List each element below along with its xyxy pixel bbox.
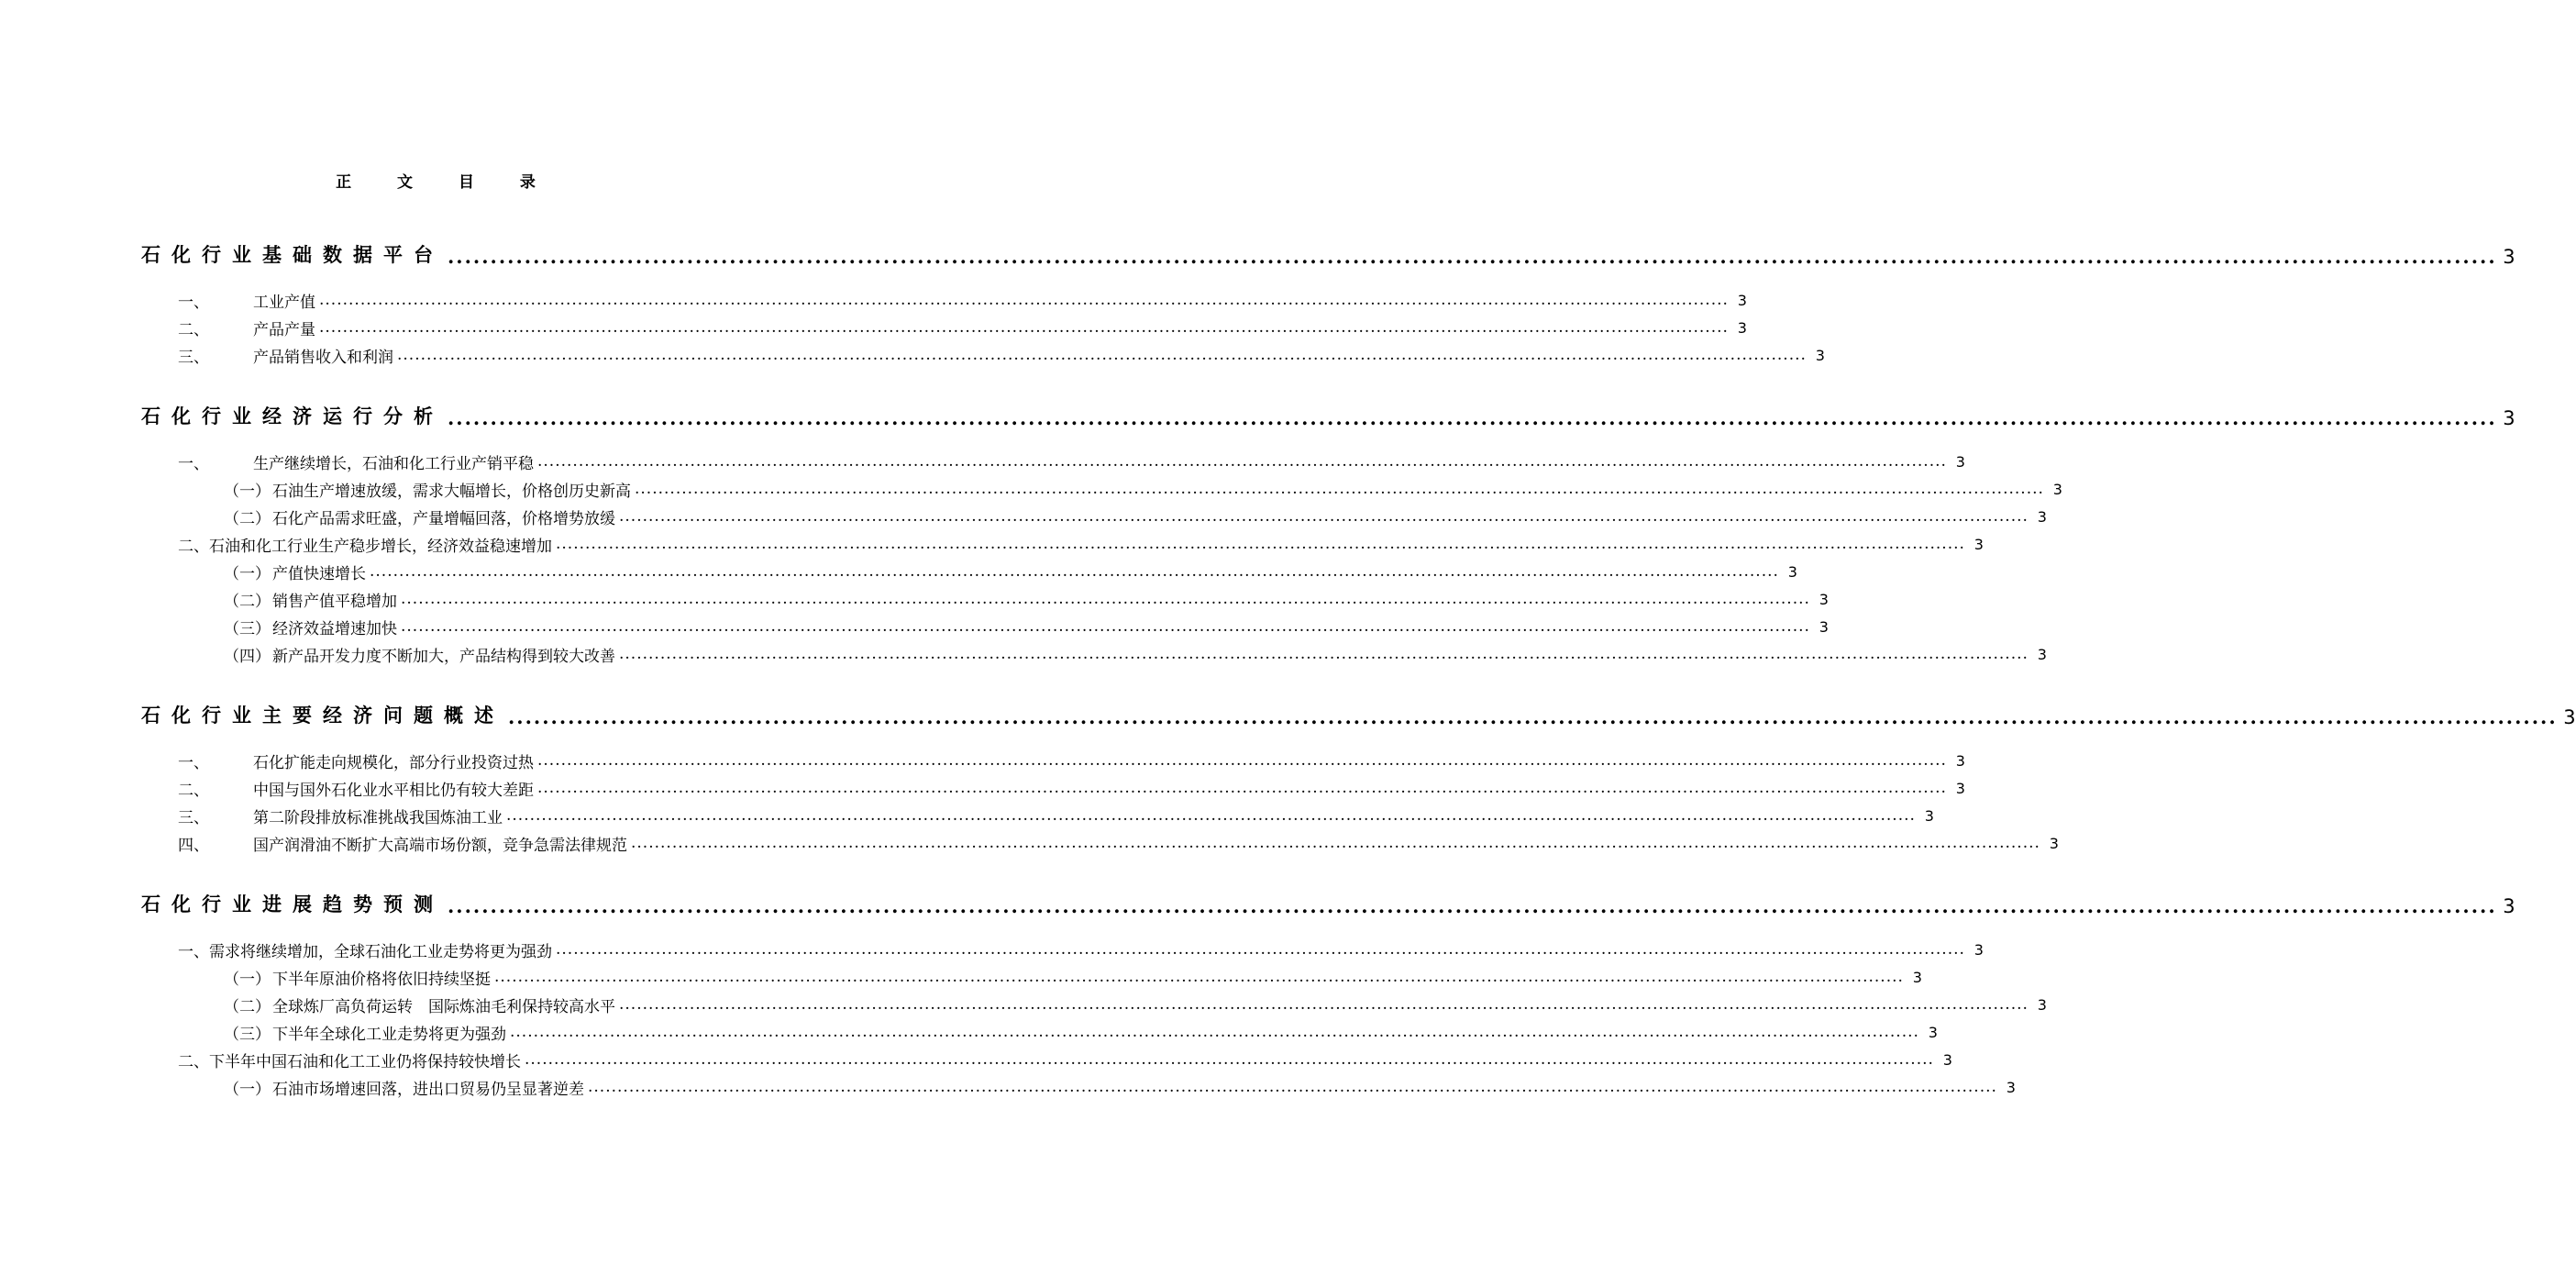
entry-number: 一、 — [178, 753, 209, 772]
dot-leader — [494, 968, 1904, 986]
section-heading: 石化行业经济运行分析 — [141, 405, 444, 427]
toc-entry[interactable] — [141, 286, 1747, 314]
entry-text: 第二阶段排放标准挑战我国炼油工业 — [253, 808, 503, 827]
toc-section — [141, 227, 2515, 369]
toc-entry[interactable] — [141, 613, 1829, 640]
entry-text: 产品产量 — [253, 320, 315, 339]
toc-entry[interactable] — [141, 747, 1965, 774]
entry-page-number: 3 — [1815, 346, 1825, 364]
section-heading-entry[interactable] — [141, 389, 2515, 429]
entry-page-number: 3 — [1787, 562, 1797, 581]
toc-entry[interactable] — [141, 1018, 1938, 1046]
entry-number: 一、 — [178, 942, 209, 961]
section-page-number: 3 — [2563, 706, 2576, 728]
toc-entry[interactable] — [141, 585, 1829, 613]
entry-text: 工业产值 — [253, 293, 315, 312]
dot-leader — [401, 590, 1810, 608]
entry-page-number: 3 — [2052, 480, 2062, 498]
toc-entry[interactable] — [141, 1046, 1952, 1073]
dot-leader — [537, 779, 1947, 797]
entry-page-number: 3 — [1973, 940, 1984, 959]
dot-leader — [619, 507, 2029, 526]
entry-number: （二） — [224, 592, 271, 611]
entry-page-number: 3 — [2049, 834, 2059, 852]
toc-entry[interactable] — [141, 802, 1934, 829]
dot-leader — [448, 245, 2497, 268]
toc-entry[interactable] — [141, 341, 1825, 369]
entry-text: 全球炼厂高负荷运转 国际炼油毛利保持较高水平 — [272, 997, 615, 1016]
toc-entry[interactable] — [141, 640, 2047, 668]
toc-section — [141, 688, 2576, 857]
dot-leader — [635, 480, 2044, 498]
dot-leader — [556, 940, 1965, 959]
entry-page-number: 3 — [1973, 535, 1984, 553]
entry-number: 三、 — [178, 348, 209, 367]
toc-entry[interactable] — [141, 963, 1922, 991]
entry-page-number: 3 — [1928, 1023, 1938, 1041]
dot-leader — [588, 1078, 1997, 1096]
entry-text: 需求将继续增加，全球石油化工业走势将更为强劲 — [209, 942, 552, 961]
entry-number: （一） — [224, 1080, 271, 1099]
entry-number: 一、 — [178, 293, 209, 312]
entry-number: 一、 — [178, 454, 209, 473]
dot-leader — [319, 318, 1729, 337]
dot-leader — [401, 617, 1810, 636]
entry-text: 生产继续增长，石油和化工行业产销平稳 — [253, 454, 534, 473]
entry-text: 产值快速增长 — [272, 564, 366, 583]
toc-entry[interactable] — [141, 448, 1965, 475]
entry-page-number: 3 — [1819, 617, 1829, 636]
entry-page-number: 3 — [1924, 806, 1934, 825]
entry-number: （三） — [224, 1025, 271, 1044]
entry-page-number: 3 — [1955, 452, 1965, 471]
toc-entry[interactable] — [141, 558, 1797, 585]
section-page-number: 3 — [2503, 895, 2515, 917]
toc-entry[interactable] — [141, 991, 2047, 1018]
dot-leader — [448, 894, 2497, 917]
entry-text: 石油市场增速回落，进出口贸易仍呈显著逆差 — [272, 1080, 584, 1099]
entry-text: 经济效益增速加快 — [272, 619, 397, 638]
dot-leader — [556, 535, 1965, 553]
dot-leader — [397, 346, 1807, 364]
entry-number: 二、 — [178, 1052, 209, 1071]
entry-text: 中国与国外石化业水平相比仍有较大差距 — [253, 781, 534, 800]
entry-page-number: 3 — [1737, 318, 1747, 337]
entry-text: 下半年全球化工业走势将更为强劲 — [272, 1025, 506, 1044]
dot-leader — [619, 645, 2029, 663]
section-items — [141, 286, 1825, 369]
section-heading-entry[interactable] — [141, 877, 2515, 917]
entry-page-number: 3 — [1819, 590, 1829, 608]
entry-page-number: 3 — [1955, 751, 1965, 770]
entry-text: 产品销售收入和利润 — [253, 348, 393, 367]
toc-entry[interactable] — [141, 936, 1984, 963]
entry-number: （一） — [224, 564, 271, 583]
entry-number: 三、 — [178, 808, 209, 827]
section-heading-entry[interactable] — [141, 688, 2576, 728]
section-heading: 石化行业进展趋势预测 — [141, 893, 444, 915]
entry-text: 新产品开发力度不断加大，产品结构得到较大改善 — [272, 647, 615, 666]
dot-leader — [537, 452, 1947, 471]
toc-entry[interactable] — [141, 829, 2059, 857]
entry-number: 四、 — [178, 836, 209, 855]
entry-number: （二） — [224, 997, 271, 1016]
section-items — [141, 448, 2062, 668]
toc-section — [141, 389, 2515, 668]
section-heading: 石化行业主要经济问题概述 — [141, 704, 504, 727]
section-page-number: 3 — [2503, 246, 2515, 268]
entry-text: 石化产品需求旺盛，产量增幅回落，价格增势放缓 — [272, 509, 615, 528]
dot-leader — [525, 1050, 1934, 1069]
section-heading: 石化行业基础数据平台 — [141, 243, 444, 266]
entry-page-number: 3 — [1955, 779, 1965, 797]
entry-text: 下半年原油价格将依旧持续坚挺 — [272, 970, 491, 989]
entry-number: （二） — [224, 509, 271, 528]
entry-number: （一） — [224, 482, 271, 501]
toc-entry[interactable] — [141, 314, 1747, 341]
entry-number: 二、 — [178, 537, 209, 556]
section-page-number: 3 — [2503, 407, 2515, 429]
dot-leader — [506, 806, 1916, 825]
entry-page-number: 3 — [2037, 645, 2047, 663]
dot-leader — [619, 995, 2029, 1014]
entry-number: 二、 — [178, 781, 209, 800]
entry-page-number: 3 — [1737, 291, 1747, 309]
toc-section — [141, 877, 2515, 1101]
dot-leader — [631, 834, 2040, 852]
toc-entry[interactable] — [141, 774, 1965, 802]
entry-number: （三） — [224, 619, 271, 638]
table-of-contents — [141, 227, 2576, 1121]
dot-leader — [370, 562, 1779, 581]
dot-leader — [510, 1023, 1919, 1041]
entry-text: 石油和化工行业生产稳步增长，经济效益稳速增加 — [209, 537, 552, 556]
entry-number: （一） — [224, 970, 271, 989]
entry-page-number: 3 — [2037, 995, 2047, 1014]
entry-page-number: 3 — [2006, 1078, 2016, 1096]
entry-text: 销售产值平稳增加 — [272, 592, 397, 611]
entry-text: 下半年中国石油和化工工业仍将保持较快增长 — [209, 1052, 521, 1071]
entry-text: 石化扩能走向规模化，部分行业投资过热 — [253, 753, 534, 772]
entry-page-number: 3 — [1912, 968, 1922, 986]
dot-leader — [448, 406, 2497, 429]
dot-leader — [319, 291, 1729, 309]
section-items — [141, 936, 2047, 1101]
entry-text: 国产润滑油不断扩大高端市场份额，竞争急需法律规范 — [253, 836, 627, 855]
section-heading-entry[interactable] — [141, 227, 2515, 268]
toc-entry[interactable] — [141, 530, 1984, 558]
dot-leader — [537, 751, 1947, 770]
toc-title: 正 文 目 录 — [336, 173, 556, 192]
toc-entry[interactable] — [141, 503, 2047, 530]
dot-leader — [508, 705, 2558, 728]
entry-page-number: 3 — [2037, 507, 2047, 526]
section-items — [141, 747, 2059, 857]
entry-page-number: 3 — [1942, 1050, 1952, 1069]
toc-entry[interactable] — [141, 1073, 2016, 1101]
entry-number: （四） — [224, 647, 271, 666]
toc-entry[interactable] — [141, 475, 2062, 503]
entry-number: 二、 — [178, 320, 209, 339]
entry-text: 石油生产增速放缓，需求大幅增长，价格创历史新高 — [272, 482, 631, 501]
